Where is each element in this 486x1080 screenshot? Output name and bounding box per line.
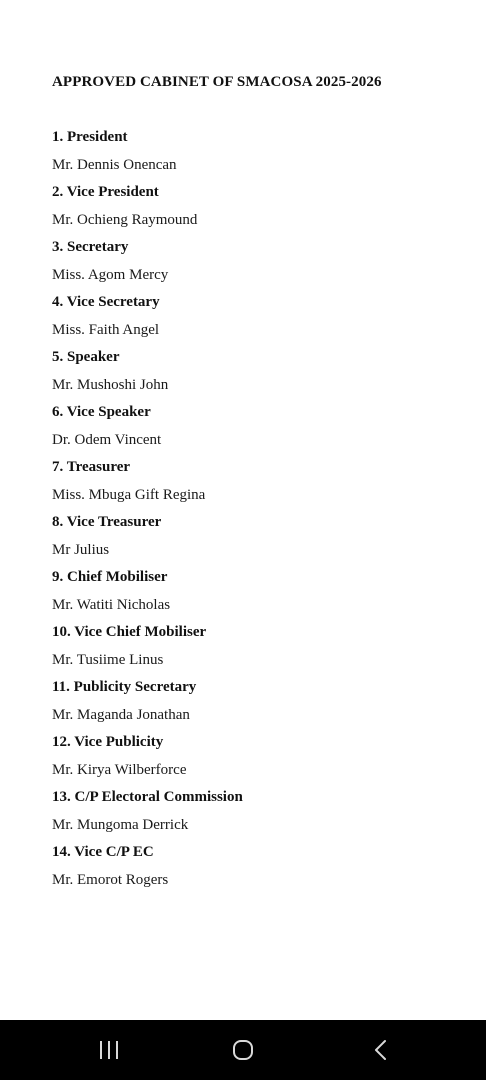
recents-button[interactable] — [79, 1030, 139, 1070]
member-name: Mr Julius — [52, 542, 110, 558]
position-title: 11. Publicity Secretary — [52, 679, 197, 695]
member-name: Miss. Agom Mercy — [52, 267, 169, 283]
position-title: 6. Vice Speaker — [52, 404, 151, 420]
document-title: APPROVED CABINET OF SMACOSA 2025-2026 — [52, 74, 382, 90]
home-icon — [231, 1038, 255, 1062]
position-title: 5. Speaker — [52, 349, 120, 365]
cabinet-entry — [52, 568, 472, 623]
member-name: Mr. Kirya Wilberforce — [52, 762, 187, 778]
position-title: 14. Vice C/P EC — [52, 844, 154, 860]
cabinet-entry — [52, 348, 472, 403]
system-navigation-bar — [0, 1020, 486, 1080]
position-title: 13. C/P Electoral Commission — [52, 789, 243, 805]
member-name: Mr. Tusiime Linus — [52, 652, 164, 668]
cabinet-entry — [52, 238, 472, 293]
member-name: Miss. Mbuga Gift Regina — [52, 487, 206, 503]
position-title: 3. Secretary — [52, 239, 129, 255]
member-name: Dr. Odem Vincent — [52, 432, 162, 448]
member-name: Mr. Mushoshi John — [52, 377, 169, 393]
member-name: Mr. Ochieng Raymound — [52, 212, 198, 228]
member-name: Mr. Emorot Rogers — [52, 872, 169, 888]
cabinet-list — [52, 128, 472, 898]
member-name: Mr. Dennis Onencan — [52, 157, 177, 173]
cabinet-entry — [52, 623, 472, 678]
cabinet-entry — [52, 733, 472, 788]
back-button[interactable] — [351, 1030, 411, 1070]
cabinet-entry — [52, 128, 472, 183]
position-title: 12. Vice Publicity — [52, 734, 164, 750]
cabinet-entry — [52, 183, 472, 238]
member-name: Mr. Maganda Jonathan — [52, 707, 190, 723]
cabinet-entry — [52, 788, 472, 843]
cabinet-entry — [52, 458, 472, 513]
position-title: 8. Vice Treasurer — [52, 514, 162, 530]
position-title: 9. Chief Mobiliser — [52, 569, 168, 585]
member-name: Miss. Faith Angel — [52, 322, 160, 338]
position-title: 1. President — [52, 129, 128, 145]
back-icon — [369, 1038, 393, 1062]
member-name: Mr. Watiti Nicholas — [52, 597, 171, 613]
cabinet-entry — [52, 293, 472, 348]
cabinet-entry — [52, 403, 472, 458]
cabinet-entry — [52, 678, 472, 733]
position-title: 4. Vice Secretary — [52, 294, 160, 310]
member-name: Mr. Mungoma Derrick — [52, 817, 189, 833]
cabinet-entry — [52, 843, 472, 898]
position-title: 7. Treasurer — [52, 459, 131, 475]
recents-icon — [97, 1039, 121, 1061]
position-title: 10. Vice Chief Mobiliser — [52, 624, 207, 640]
home-button[interactable] — [213, 1030, 273, 1070]
position-title: 2. Vice President — [52, 184, 159, 200]
cabinet-entry — [52, 513, 472, 568]
